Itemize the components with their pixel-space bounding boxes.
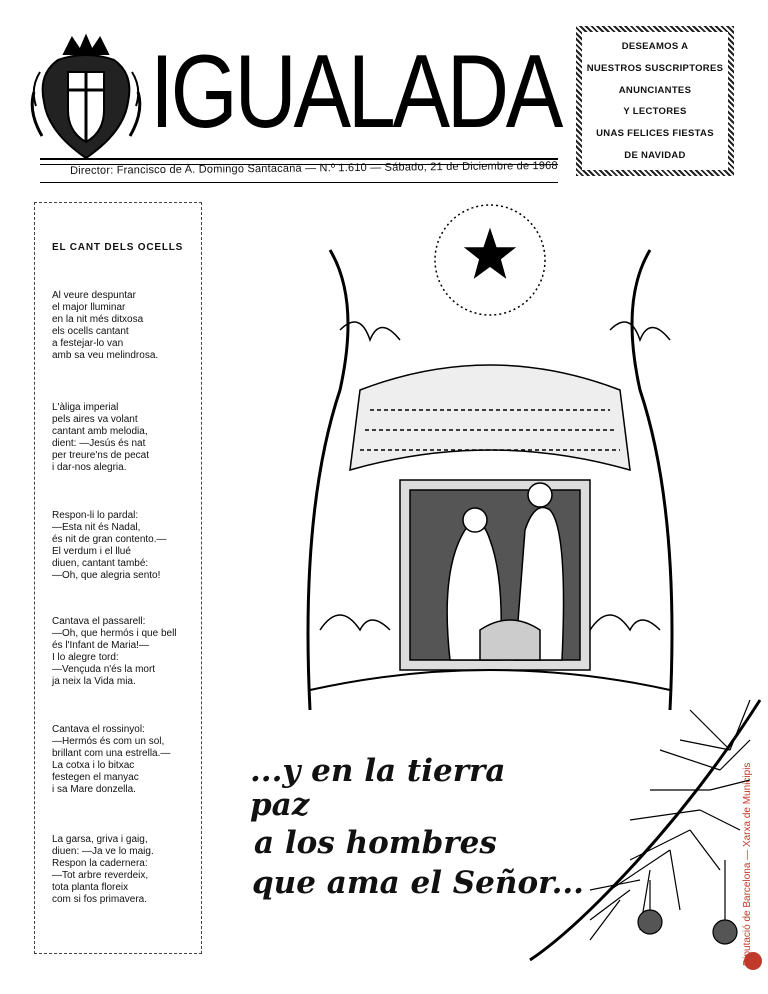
poem-line: brillant com una estrella.— (52, 748, 171, 759)
poem-line: La cotxa i lo bitxac (52, 760, 135, 771)
poem-line: —Tot arbre reverdeix, (52, 870, 149, 881)
christmas-tagline (250, 752, 584, 912)
masthead-rule-bottom (40, 182, 558, 183)
poem-line: i dar-nos alegria. (52, 462, 127, 473)
poem-line: I lo alegre tord: (52, 652, 119, 663)
archive-stamp: Diputació de Barcelona — Xarxa de Municipis (742, 762, 753, 966)
tagline-line: paz (250, 787, 310, 823)
poem-line: el major lluminar (52, 302, 126, 313)
poem-line: —Oh, que hermós i que bell (52, 628, 177, 639)
poem-line: per treure'ns de pecat (52, 450, 149, 461)
greeting-line: Y LECTORES (623, 106, 687, 118)
poem-line: El verdum i el llué (52, 546, 131, 557)
poem-line: i sa Mare donzella. (52, 784, 136, 795)
nativity-scene-illustration (300, 190, 680, 710)
poem-line: els ocells cantant (52, 326, 129, 337)
poem-title: EL CANT DELS OCELLS (52, 242, 184, 253)
poem-line: és nit de gran contento.— (52, 534, 167, 545)
poem-stanza (52, 402, 202, 474)
poem-line: Al veure despuntar (52, 290, 136, 301)
greeting-line: UNAS FELICES FIESTAS (596, 127, 714, 139)
poem-line: tota planta floreix (52, 882, 129, 893)
poem-stanza (52, 510, 202, 582)
poem-line: Cantava el passarell: (52, 616, 146, 627)
poem-line: Respon-li lo pardal: (52, 510, 139, 521)
poem-line: L'àliga imperial (52, 402, 119, 413)
poem-line: dient: —Jesús és nat (52, 438, 146, 449)
poem-line: és l'Infant de Maria!— (52, 640, 149, 651)
poem-stanza (52, 724, 202, 796)
poem-line: com si fos primavera. (52, 894, 148, 905)
poem-line: diuen, cantant també: (52, 558, 149, 569)
christmas-greeting-box (576, 26, 734, 176)
tagline-line: a los hombres (254, 825, 497, 861)
poem-line: ja neix la Vida mia. (52, 676, 136, 687)
masthead-title: IGUALADA (150, 34, 560, 150)
poem-line: diuen: —Ja ve lo maig. (52, 846, 154, 857)
greeting-line: ANUNCIANTES (618, 84, 692, 96)
poem-stanza (52, 290, 202, 362)
masthead-rule-top (40, 158, 558, 160)
poem-line: amb sa veu melindrosa. (52, 350, 159, 361)
poem-line: Respon la cadernera: (52, 858, 148, 869)
poem-line: en la nit més ditxosa (52, 314, 144, 325)
director-issue-line: Director: Francisco de A. Domingo Santacana — N.º 1.610 — Sábado, 21 de Diciembre de 1968 (70, 159, 558, 177)
poem-line: —Esta nit és Nadal, (52, 522, 141, 533)
greeting-line: DESEAMOS A (621, 41, 689, 53)
tagline-line: ...y en la tierra (250, 753, 506, 789)
tagline-line: que ama el Señor... (252, 865, 584, 901)
poem-stanza (52, 834, 202, 906)
poem-line: —Oh, que alegria sento! (52, 570, 161, 581)
poem-line: La garsa, griva i gaig, (52, 834, 148, 845)
pine-branch-illustration (520, 660, 768, 980)
poem-line: Cantava el rossinyol: (52, 724, 145, 735)
poem-stanza (52, 616, 202, 688)
poem-line: a festejar-lo van (52, 338, 124, 349)
poem-line: —Vençuda n'és la mort (52, 664, 156, 675)
poem-line: —Hermós és com un sol, (52, 736, 165, 747)
city-crest-emblem (24, 32, 148, 168)
poem-line: pels aires va volant (52, 414, 138, 425)
poem-line: festegen el manyac (52, 772, 139, 783)
poem-line: cantant amb melodia, (52, 426, 148, 437)
greeting-line: NUESTROS SUSCRIPTORES (586, 62, 724, 74)
greeting-line: DE NAVIDAD (624, 149, 686, 161)
